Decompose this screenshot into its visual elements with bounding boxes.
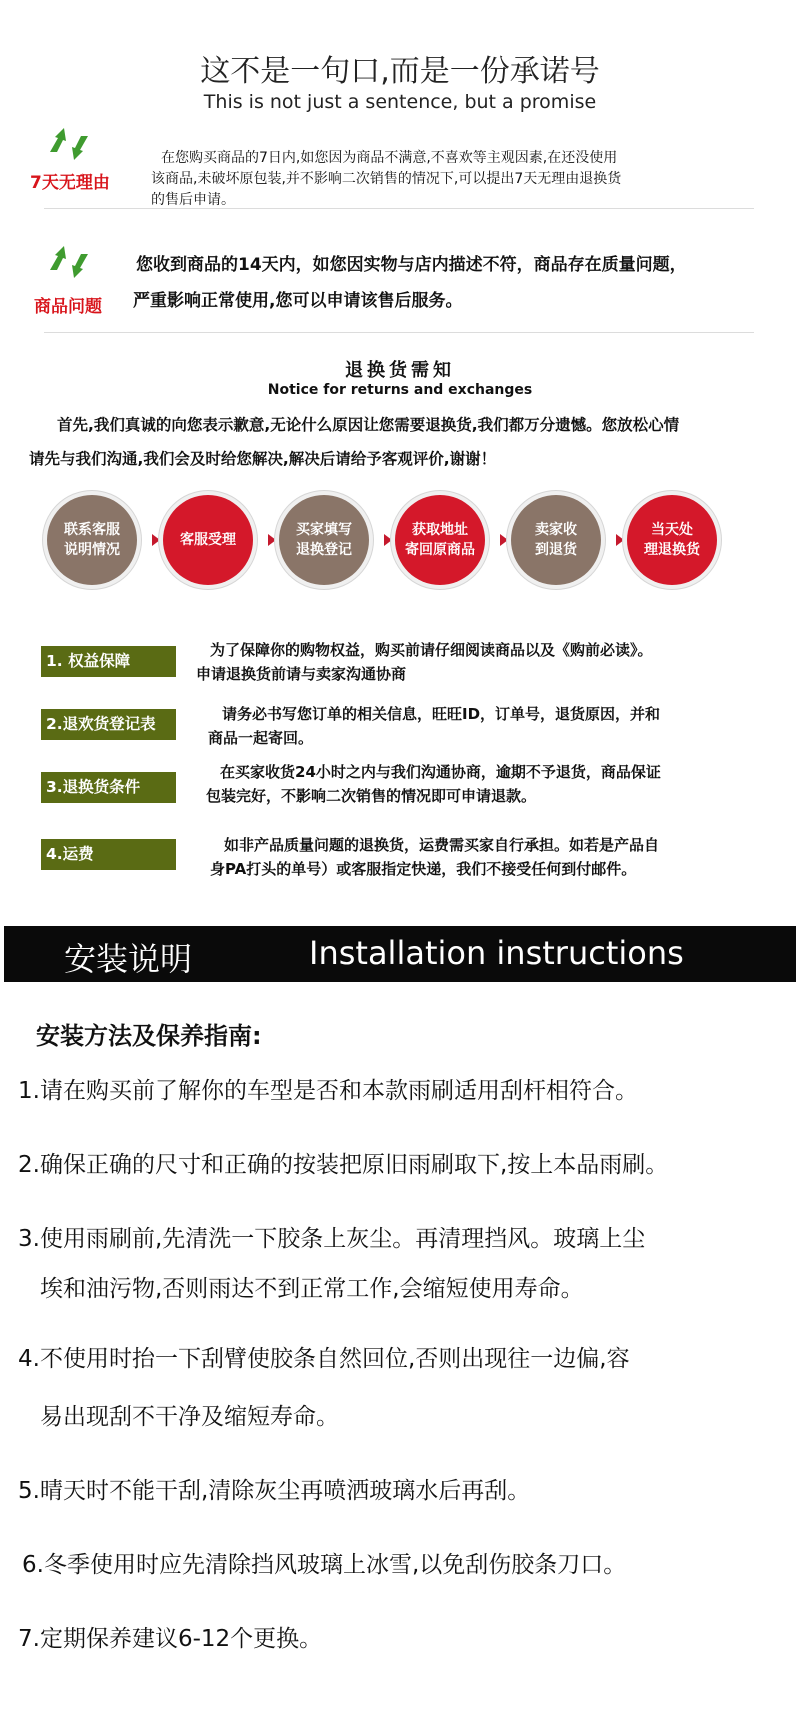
- guide-item-line: 易出现刮不干净及缩短寿命。: [40, 1404, 339, 1430]
- promise-label-7day: 7天无理由: [30, 173, 110, 193]
- notice-paragraph-line: 请先与我们沟通,我们会及时给您解决,解决后请给予客观评价,谢谢！: [29, 450, 497, 468]
- rule-tag-conditions: 3.退换货条件: [41, 772, 176, 803]
- process-step-3: 买家填写 退换登记: [279, 495, 369, 585]
- rule-text-line: 在买家收货24小时之内与我们沟通协商，逾期不予退货，商品保证: [220, 763, 661, 781]
- process-arrow: [152, 534, 160, 546]
- rule-text-line: 如非产品质量问题的退换货，运费需买家自行承担。如若是产品自: [224, 836, 660, 854]
- guide-item-line: 3.使用雨刷前,先清洗一下胶条上灰尘。再清理挡风。玻璃上尘: [18, 1226, 646, 1252]
- guide-item-4: [18, 1330, 630, 1446]
- process-step-6: 当天处 理退换货: [627, 495, 717, 585]
- guide-item-line: 7.定期保养建议6-12个更换。: [18, 1626, 323, 1652]
- promise-text-line: 该商品,未破坏原包装,并不影响二次销售的情况下,可以提出7天无理由退换货: [151, 171, 622, 187]
- notice-subtitle: Notice for returns and exchanges: [267, 382, 533, 398]
- guide-item-line: 5.晴天时不能干刮,清除灰尘再喷洒玻璃水后再刮。: [18, 1478, 531, 1504]
- process-arrow: [616, 534, 624, 546]
- guide-item-line: 1.请在购买前了解你的车型是否和本款雨刷适用刮杆相符合。: [18, 1078, 638, 1104]
- green-return-arrows-icon: [42, 122, 96, 166]
- promise-text-line: 的售后申请。: [151, 192, 235, 208]
- process-arrow: [500, 534, 508, 546]
- guide-item-line: 2.确保正确的尺寸和正确的按装把原旧雨刷取下,按上本品雨刷。: [18, 1152, 669, 1178]
- process-step-5: 卖家收 到退货: [511, 495, 601, 585]
- rule-text-line: 为了保障你的购物权益，购买前请仔细阅读商品以及《购前必读》。: [210, 641, 653, 659]
- rule-tag-shipping: 4.运费: [41, 839, 176, 870]
- rule-text-conditions: [206, 760, 661, 808]
- divider: [44, 208, 754, 209]
- green-return-arrows-icon: [42, 240, 96, 284]
- guide-item-2: [18, 1140, 668, 1190]
- rule-text-line: 申请退换货前请与卖家沟通协商: [196, 665, 407, 683]
- process-step-2: 客服受理: [163, 495, 253, 585]
- rule-text-rights: [196, 638, 653, 686]
- process-step-1: 联系客服 说明情况: [47, 495, 137, 585]
- page-title: 这不是一句口,而是一份承诺号: [200, 54, 600, 89]
- promise-text-line: 严重影响正常使用,您可以申请该售后服务。: [133, 291, 463, 311]
- promise-label-quality: 商品问题: [34, 297, 102, 317]
- installation-title-en: Installation instructions: [309, 934, 684, 972]
- notice-title: 退换货需知: [345, 360, 455, 381]
- guide-item-line: 6.冬季使用时应先清除挡风玻璃上冰雪,以免刮伤胶条刀口。: [22, 1552, 627, 1578]
- guide-item-3: [18, 1214, 645, 1314]
- installation-banner: [4, 926, 796, 982]
- promise-text-line: 您收到商品的14天内，如您因实物与店内描述不符，商品存在质量问题，: [136, 255, 687, 275]
- rule-tag-register: 2.退欢货登记表: [41, 709, 176, 740]
- notice-paragraph-line: 首先,我们真诚的向您表示歉意,无论什么原因让您需要退换货,我们都万分遗憾。您放松心情: [57, 416, 680, 434]
- guide-item-1: [18, 1066, 638, 1116]
- guide-item-7: [18, 1614, 322, 1664]
- promise-text-quality: [133, 247, 687, 319]
- promise-text-line: 在您购买商品的7日内,如您因为商品不满意,不喜欢等主观因素,在还没使用: [161, 150, 618, 166]
- installation-title-zh: 安装说明: [64, 940, 193, 978]
- promise-text-7day: [151, 148, 621, 211]
- guide-item-5: [18, 1466, 530, 1516]
- guide-item-6: [22, 1540, 626, 1590]
- guide-item-line: 4.不使用时抬一下刮臂使胶条自然回位,否则出现往一边偏,容: [18, 1346, 630, 1372]
- rule-text-line: 身PA打头的单号）或客服指定快递，我们不接受任何到付邮件。: [210, 860, 637, 878]
- rule-text-line: 包装完好，不影响二次销售的情况即可申请退款。: [206, 787, 537, 805]
- guide-title: 安装方法及保养指南:: [36, 1022, 262, 1050]
- process-arrow: [268, 534, 276, 546]
- process-step-4: 获取地址 寄回原商品: [395, 495, 485, 585]
- rule-text-line: 商品一起寄回。: [208, 729, 314, 747]
- guide-item-line: 埃和油污物,否则雨达不到正常工作,会缩短使用寿命。: [40, 1276, 584, 1302]
- divider: [44, 332, 754, 333]
- rule-tag-rights: 1. 权益保障: [41, 646, 176, 677]
- page-subtitle: This is not just a sentence, but a promise: [203, 91, 597, 113]
- rule-text-line: 请务必书写您订单的相关信息，旺旺ID，订单号，退货原因，并和: [222, 705, 661, 723]
- rule-text-register: [208, 702, 660, 750]
- process-arrow: [384, 534, 392, 546]
- rule-text-shipping: [210, 833, 659, 881]
